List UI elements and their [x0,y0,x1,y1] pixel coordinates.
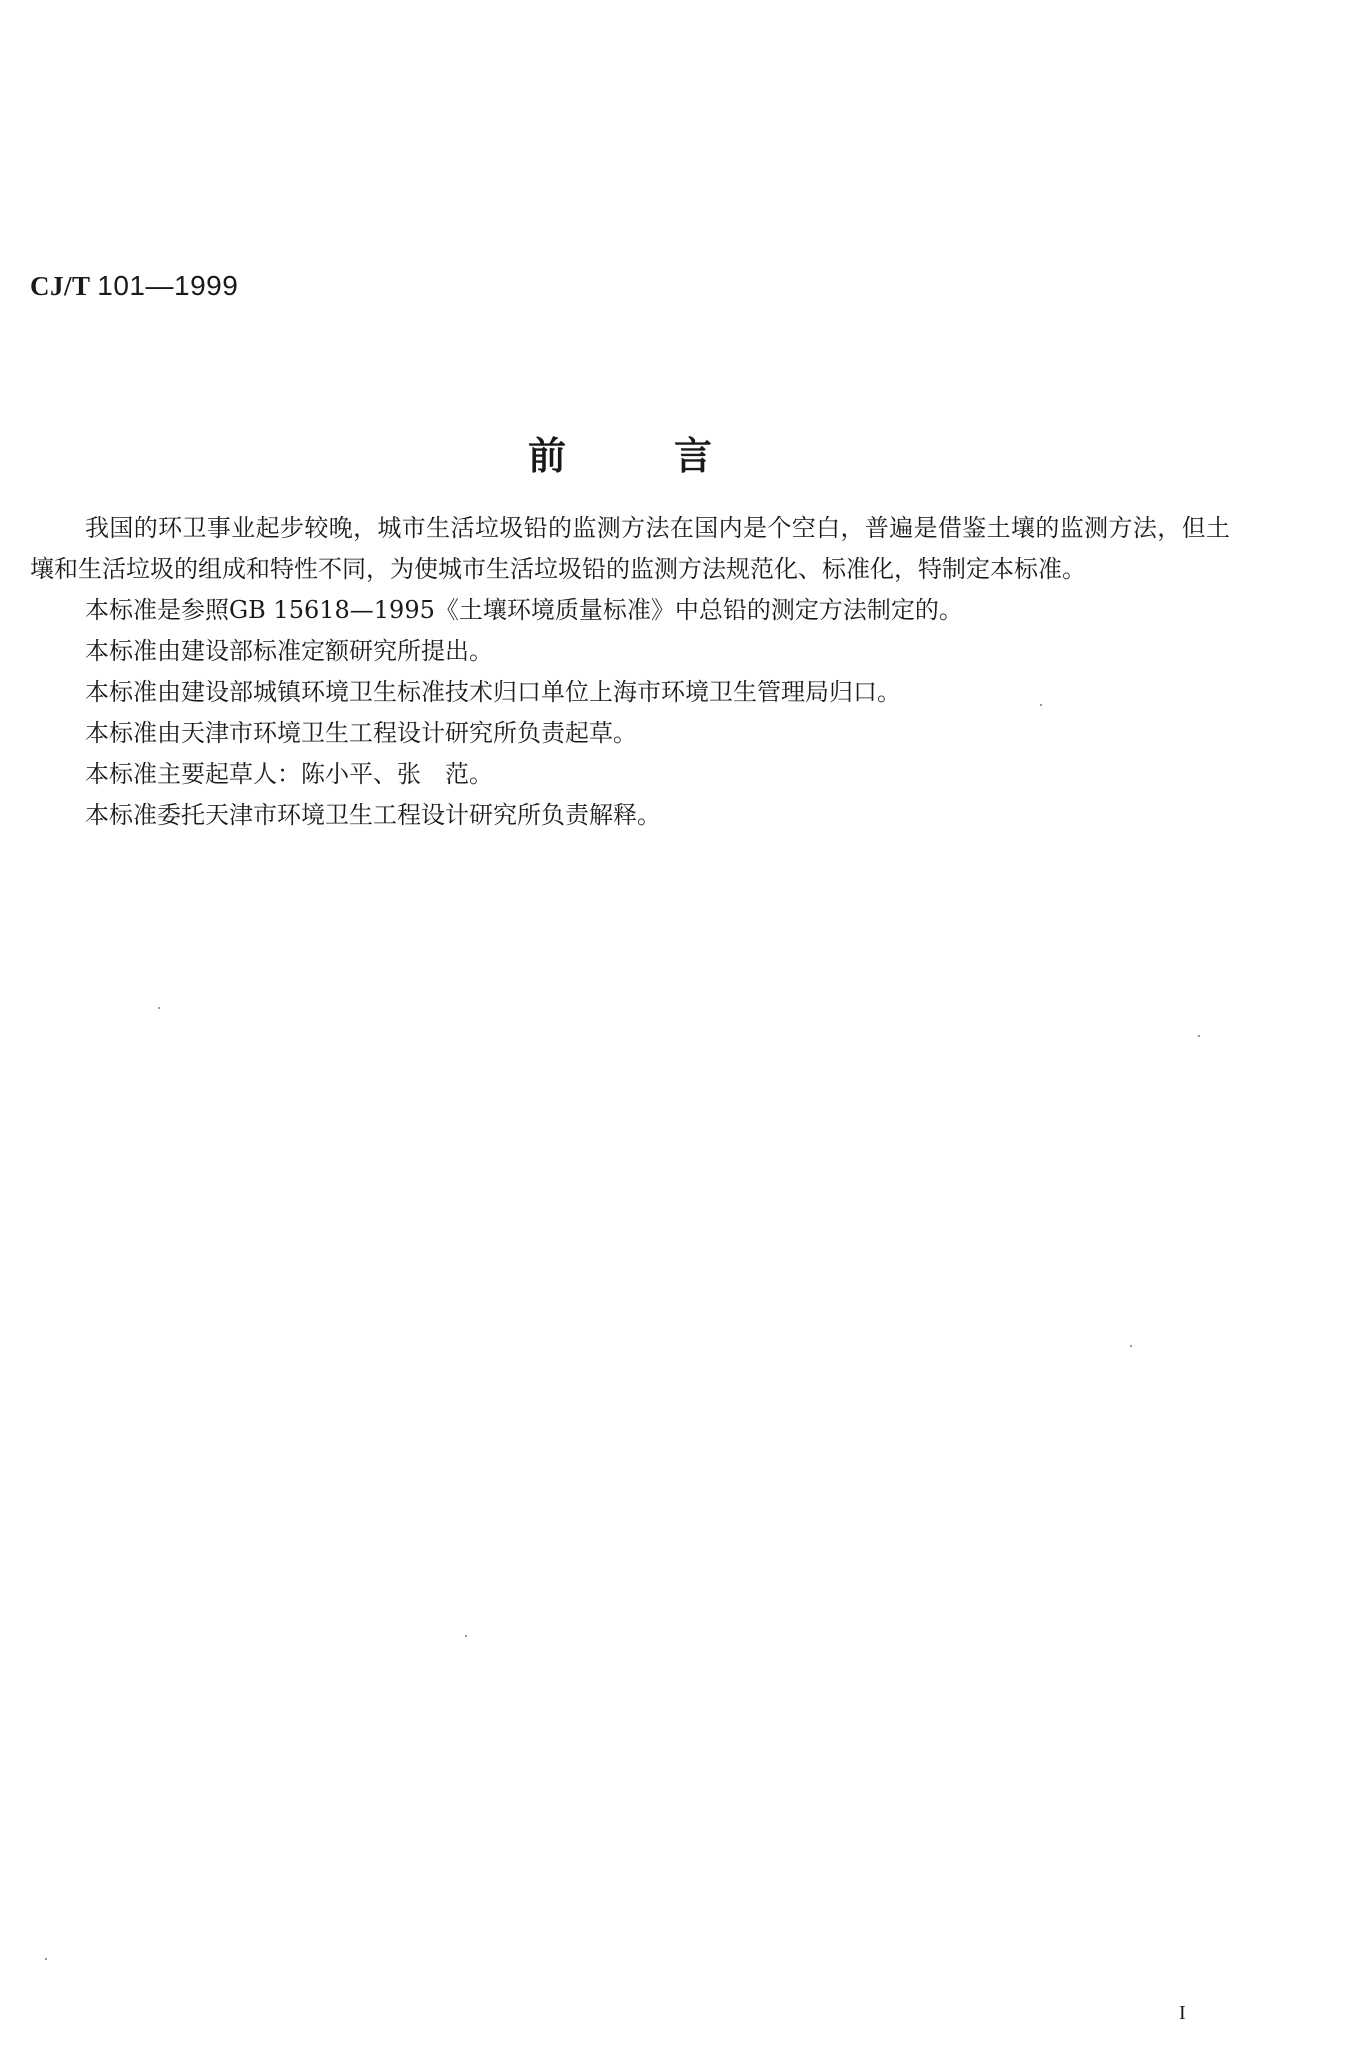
scan-speck [1040,704,1042,706]
standard-code [30,270,238,302]
scan-speck [465,1635,467,1637]
paragraph: 我国的环卫事业起步较晚，城市生活垃圾铅的监测方法在国内是个空白，普遍是借鉴土壤的监测方法，但土壤和生活垃圾的组成和特性不同，为使城市生活垃圾铅的监测方法规范化、标准化，特制定本标准。 [30,514,1230,583]
page-title: 前言 [528,433,821,478]
paragraph: 本标准由建设部城镇环境卫生标准技术归口单位上海市环境卫生管理局归口。 [85,678,901,706]
scan-speck [45,1958,47,1960]
scan-speck [1130,1345,1132,1347]
paragraph: 本标准委托天津市环境卫生工程设计研究所负责解释。 [85,801,661,829]
paragraph: 本标准由建设部标准定额研究所提出。 [85,637,493,665]
paragraph: 本标准由天津市环境卫生工程设计研究所负责起草。 [85,719,637,747]
standard-code-number: 101—1999 [97,270,239,301]
page-number: I [1179,2002,1186,2024]
scan-speck [1198,1035,1200,1037]
standard-code-prefix: CJ/T [30,271,91,301]
paragraph: 本标准是参照GB 15618—1995《土壤环境质量标准》中总铅的测定方法制定的。 [85,596,963,624]
foreword-body [30,508,1230,836]
paragraph: 本标准主要起草人：陈小平、张 范。 [85,760,493,788]
scan-speck [158,1007,160,1009]
